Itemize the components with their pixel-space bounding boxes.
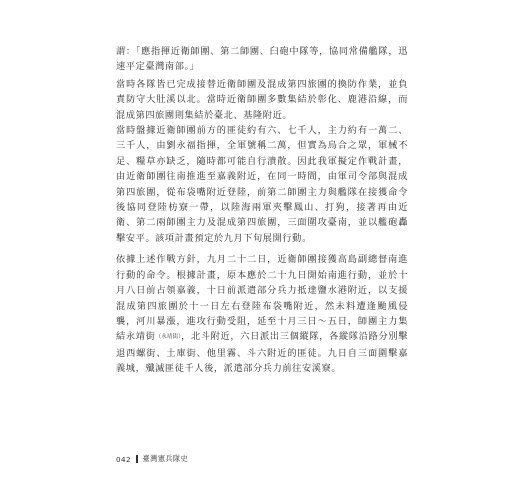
paragraph-battle-plan: 當時盤據近衛師團前方的匪徒約有六、七千人，主力約有一萬二、三千人，由劉永福指揮，全軍號稱二萬，但實為烏合之眾，軍械不足、糧草亦缺乏，隨時都可能自行潰散。因此我軍擬定作戰計畫，由近衛師團往南推進至嘉義附近，在同一時間，由軍司令部與混成第四旅團，從布袋嘴附近登陸，前第二師團主力與艦隊在接獲命令後協同登陸枋寮一帶，以陸海兩軍夾擊鳳山、打狗，接著再由近衛、第二兩師團主力及混成第四旅團，三面圍攻臺南，並以艦砲轟擊安平。該項計畫預定於九月下旬展開行動。 xyxy=(116,125,408,244)
paragraph-advance-part1: 依據上述作戰方針，九月二十二日，近衛師團接獲高島副總督南進行動的命令。根據計畫，原本應於二十九日開始南進行動，並於十月八日前占領嘉義，十日前派遣部分兵力抵達鹽水港附近，以支援混成第四旅團於十一日左右登陸布袋嘴附近，然未料遭逢颱風侵襲，河川暴漲，進攻行動受阻，延至十月三日～五日，師團主力集結永靖街 xyxy=(116,254,408,343)
paragraph-defense: 當時各隊皆已完成接替近衛師團及混成第四旅團的換防作業，並負責防守大肚溪以北。當時近衛師團多數集結於彰化、鹿港沿線，而混成第四旅團則集結於臺北、基隆附近。 xyxy=(116,78,408,121)
paragraph-advance xyxy=(116,252,408,376)
book-title: 臺灣憲兵隊史 xyxy=(142,454,189,463)
paragraph-quote: 謂：「應指揮近衛師團、第二師團、臼砲中隊等，協同常備艦隊，迅速平定臺灣南部。」 xyxy=(116,46,408,73)
body-text xyxy=(116,44,408,377)
page-footer xyxy=(116,454,188,464)
inline-annotation: （永靖街） xyxy=(155,334,182,341)
page-number: 042 xyxy=(116,454,131,464)
footer-divider xyxy=(136,455,138,463)
paragraph-advance-part2: ，北斗附近，六日派出三個縱隊，各縱隊沿路分別擊退西螺街、土庫街、他里霧、斗六附近的匪徒。九日自三面圍擊嘉義城，殲滅匪徒千人後，派遣部分兵力前往安溪寮。 xyxy=(116,331,408,375)
